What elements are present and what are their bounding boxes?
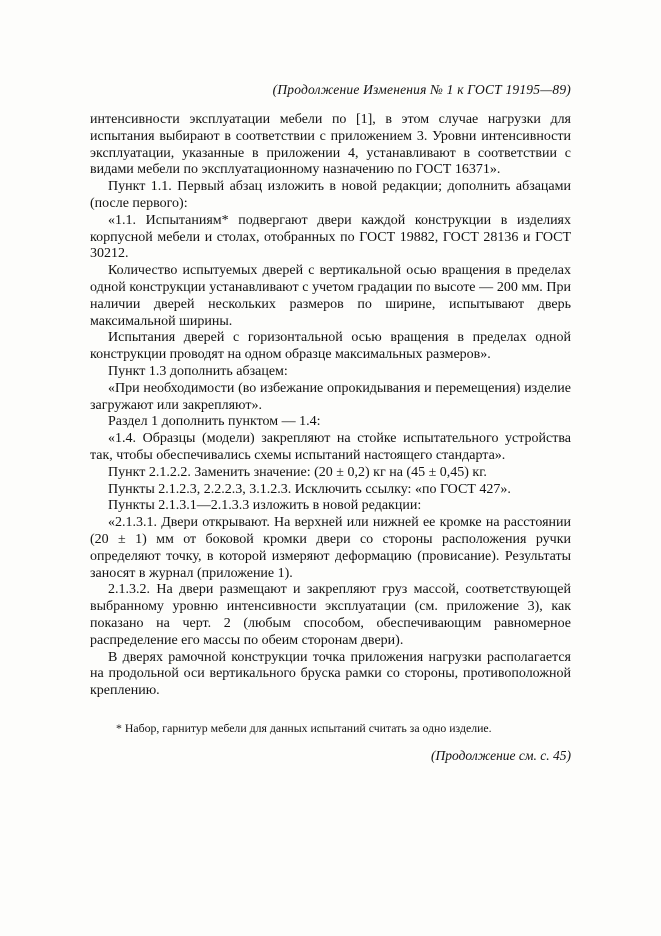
paragraph: Пункты 2.1.3.1—2.1.3.3 изложить в новой редакции:	[108, 498, 422, 514]
paragraph: интенсивности эксплуатации мебели по [1], в этом случае нагрузки для испытания выбирают в соответствии с приложением 3. Уровни интенсивности эксплуатации, указанные в приложении 4, устанавливают в соответствии с видами мебели по эксплуатационному назначению по ГОСТ 16371».	[90, 112, 571, 178]
paragraph: Пункт 2.1.2.2. Заменить значение: (20 ± 0,2) кг на (45 ± 0,45) кг.	[108, 464, 487, 480]
footnote: * Набор, гарнитур мебели для данных испытаний считать за одно изделие.	[116, 720, 492, 735]
paragraph: Испытания дверей с горизонтальной осью вращения в пределах одной конструкции проводят на одном образце максимальных размеров».	[90, 330, 571, 363]
paragraph: Пункт 1.3 дополнить абзацем:	[108, 363, 288, 379]
paragraph: 2.1.3.2. На двери размещают и закрепляют груз массой, соответствующей выбранному уровню интенсивности эксплуатации (см. приложение 3), как показано на черт. 2 (любым способом, обеспечивающим равномерное распределение его массы по обеим сторонам двери).	[90, 582, 571, 648]
paragraph: Пункт 1.1. Первый абзац изложить в новой редакции; дополнить абзацами (после первого):	[90, 179, 571, 211]
paragraph: В дверях рамочной конструкции точка приложения нагрузки располагается на продольной оси вертикального бруска рамки со стороны, противоположной креплению.	[90, 649, 571, 699]
paragraph: «2.1.3.1. Двери открывают. На верхней или нижней ее кромке на расстоянии (20 ± 1) мм от боковой кромки двери со стороны расположения ручки определяют точку, в которой измеряют деформацию (провисание). Результаты заносят в журнал (приложение 1).	[90, 515, 571, 581]
paragraph: «1.4. Образцы (модели) закрепляют на стойке испытательного устройства так, чтобы обеспечивались схемы испытаний настоящего стандарта».	[90, 431, 571, 463]
paragraph: Количество испытуемых дверей с вертикальной осью вращения в пределах одной конструкции устанавливают с учетом градации по высоте — 200 мм. При наличии дверей нескольких размеров по ширине, испытывают дверь максимальной ширины.	[90, 263, 571, 329]
paragraph: «При необходимости (во избежание опрокидывания и перемещения) изделие загружают или закрепляют».	[90, 380, 571, 413]
paragraph: Раздел 1 дополнить пунктом — 1.4:	[108, 414, 321, 430]
running-header: (Продолжение Изменения № 1 к ГОСТ 19195—89)	[272, 82, 571, 97]
document-body	[90, 112, 571, 765]
continuation-note: (Продолжение см. с. 45)	[431, 747, 571, 763]
paragraph: «1.1. Испытаниям* подвергают двери каждой конструкции в изделиях корпусной мебели и столах, отобранных по ГОСТ 19882, ГОСТ 28136 и ГОСТ 30212.	[90, 212, 571, 262]
paragraph: Пункты 2.1.2.3, 2.2.2.3, 3.1.2.3. Исключить ссылку: «по ГОСТ 427».	[108, 481, 511, 497]
